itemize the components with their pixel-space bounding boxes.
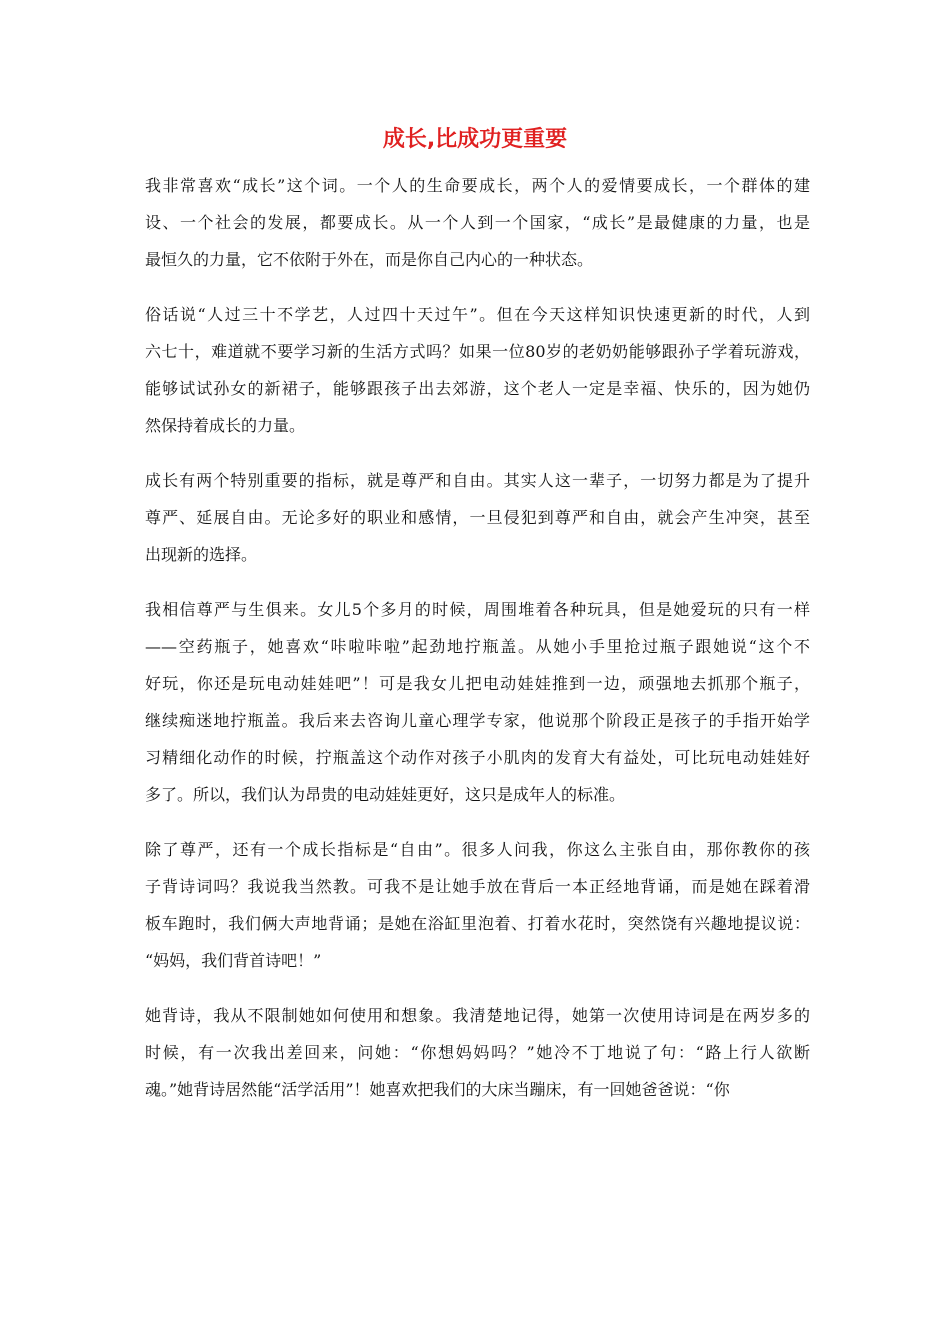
document-title: 成长,比成功更重要 [382, 127, 568, 152]
paragraph-line: 多了。所以，我们认为昂贵的电动娃娃更好，这只是成年人的标准。 [145, 785, 626, 804]
paragraph-line: 最恒久的力量，它不依附于外在，而是你自己内心的一种状态。 [145, 250, 594, 269]
paragraph-line: 除了尊严，还有一个成长指标是“自由”。很多人问我，你这么主张自由，那你教你的孩 [145, 840, 810, 859]
paragraph [145, 836, 810, 984]
paragraph-line: 板车跑时，我们俩大声地背诵；是她在浴缸里泡着、打着水花时，突然饶有兴趣地提议说： [145, 914, 810, 933]
paragraph-line: “妈妈，我们背首诗吧！” [145, 951, 322, 970]
paragraph-line: 她背诗，我从不限制她如何使用和想象。我清楚地记得，她第一次使用诗词是在两岁多的 [145, 1006, 810, 1025]
paragraph-line: 习精细化动作的时候，拧瓶盖这个动作对孩子小肌肉的发育大有益处，可比玩电动娃娃好 [145, 748, 810, 767]
paragraph [145, 301, 810, 449]
paragraph-line: 时候，有一次我出差回来，问她：“你想妈妈吗？”她冷不丁地说了句：“路上行人欲断 [145, 1043, 810, 1062]
paragraph [145, 596, 810, 818]
paragraph [145, 1002, 810, 1113]
paragraph-line: 我非常喜欢“成长”这个词。一个人的生命要成长，两个人的爱情要成长，一个群体的建 [145, 176, 810, 195]
paragraph-line: 我相信尊严与生俱来。女儿5个多月的时候，周围堆着各种玩具，但是她爱玩的只有一样 [145, 600, 810, 619]
paragraph-line: 魂。”她背诗居然能“活学活用”！她喜欢把我们的大床当蹦床，有一回她爸爸说：“你 [145, 1080, 730, 1099]
paragraph-line: ——空药瓶子，她喜欢“咔啦咔啦”起劲地拧瓶盖。从她小手里抢过瓶子跟她说“这个不 [145, 637, 810, 656]
paragraph-line: 继续痴迷地拧瓶盖。我后来去咨询儿童心理学专家，他说那个阶段正是孩子的手指开始学 [145, 711, 810, 730]
paragraph [145, 172, 810, 283]
paragraph-line: 能够试试孙女的新裙子，能够跟孩子出去郊游，这个老人一定是幸福、快乐的，因为她仍 [145, 379, 810, 398]
document-body [145, 172, 810, 1131]
paragraph-line: 成长有两个特别重要的指标，就是尊严和自由。其实人这一辈子，一切努力都是为了提升 [145, 471, 810, 490]
paragraph-line: 设、一个社会的发展，都要成长。从一个人到一个国家，“成长”是最健康的力量，也是 [145, 213, 810, 232]
paragraph-line: 好玩，你还是玩电动娃娃吧”！可是我女儿把电动娃娃推到一边，顽强地去抓那个瓶子， [145, 674, 810, 693]
paragraph-line: 出现新的选择。 [145, 545, 258, 564]
paragraph [145, 467, 810, 578]
paragraph-line: 俗话说“人过三十不学艺，人过四十天过午”。但在今天这样知识快速更新的时代，人到 [145, 305, 810, 324]
paragraph-line: 六七十，难道就不要学习新的生活方式吗？如果一位80岁的老奶奶能够跟孙子学着玩游戏， [145, 342, 810, 361]
paragraph-line: 然保持着成长的力量。 [145, 416, 306, 435]
paragraph-line: 尊严、延展自由。无论多好的职业和感情，一旦侵犯到尊严和自由，就会产生冲突，甚至 [145, 508, 810, 527]
paragraph-line: 子背诗词吗？我说我当然教。可我不是让她手放在背后一本正经地背诵，而是她在踩着滑 [145, 877, 810, 896]
